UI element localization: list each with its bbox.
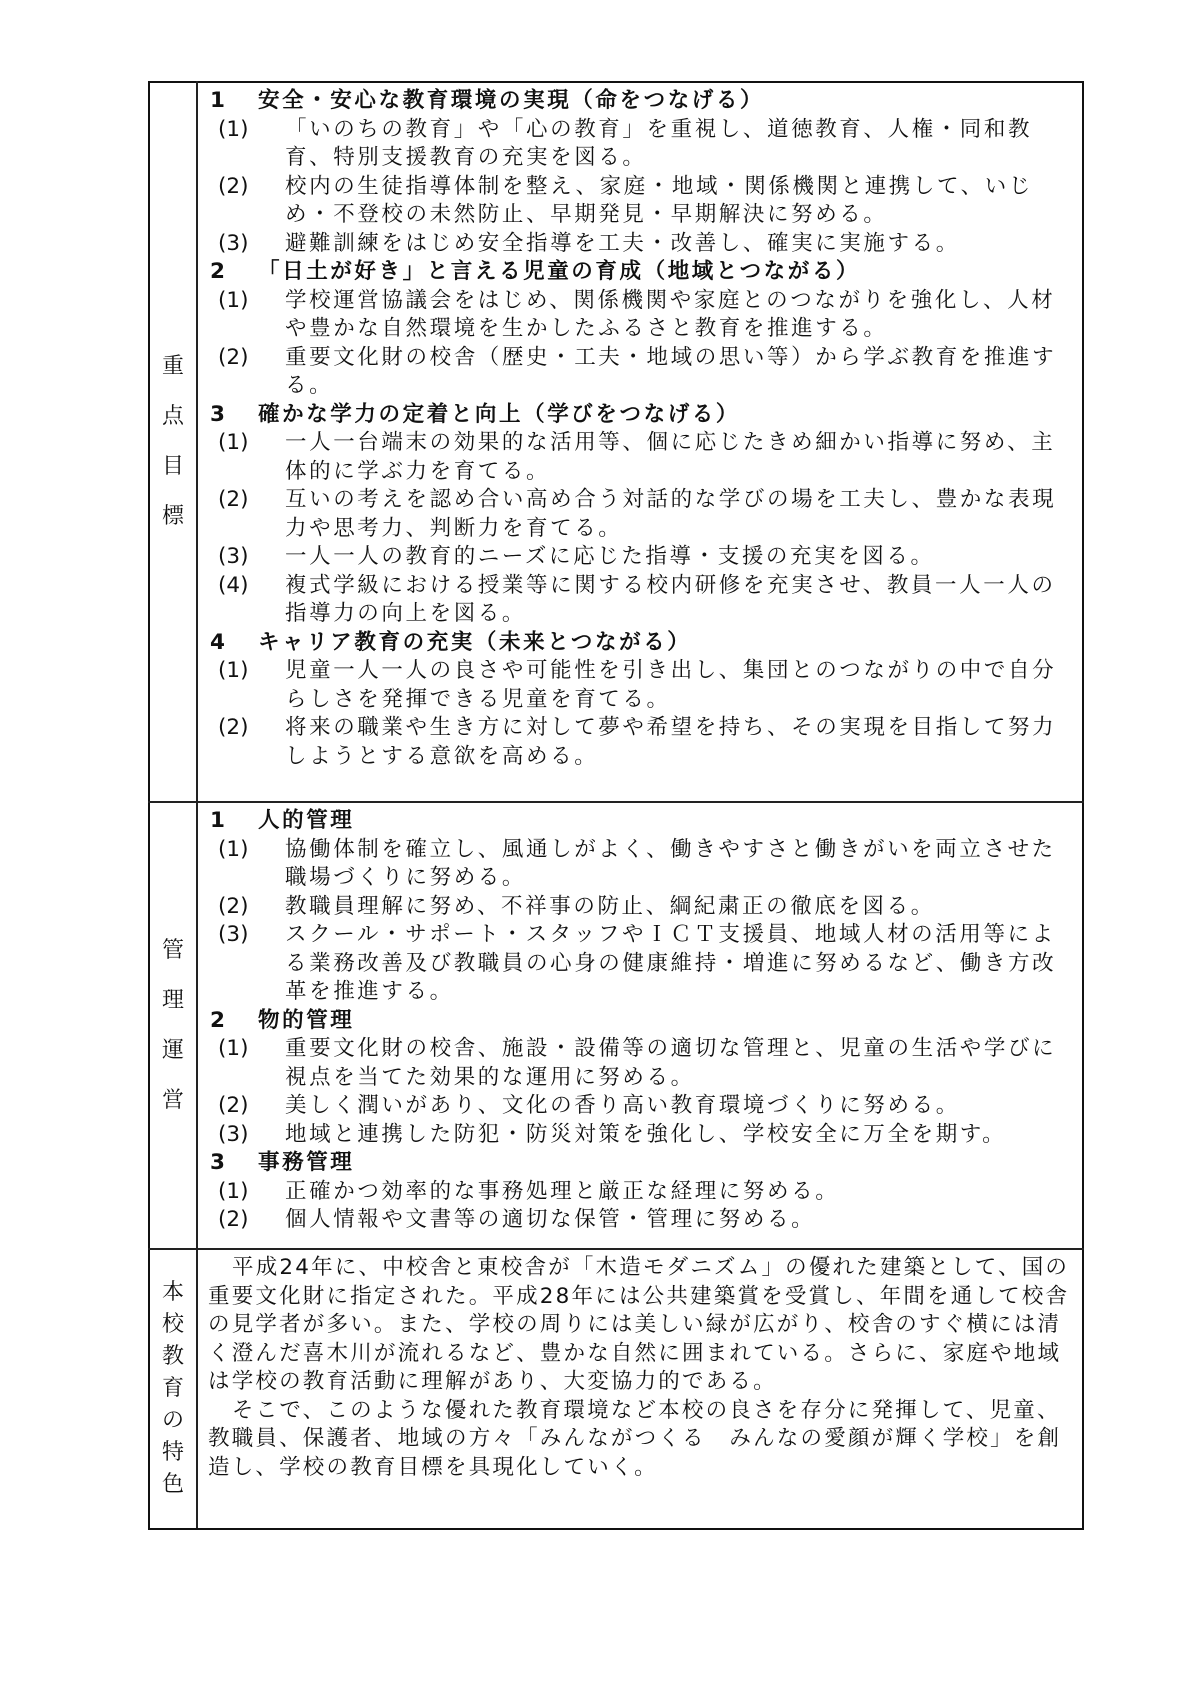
- item-text: 重要文化財の校舎（歴史・工夫・地域の思い等）から学ぶ教育を推進する。: [285, 344, 1057, 398]
- item-number: (2): [218, 344, 249, 370]
- item-text: 重要文化財の校舎、施設・設備等の適切な管理と、児童の生活や学びに視点を当てた効果的な運用に努める。: [285, 1036, 1057, 1090]
- label-char: 本: [161, 1280, 184, 1305]
- label-char: 重: [161, 354, 184, 379]
- section-label-cell: [149, 82, 197, 802]
- group-title: 物的管理: [258, 1007, 355, 1033]
- list-item: [208, 486, 1074, 543]
- group-number: 1: [210, 808, 228, 833]
- feature-paragraph: 平成24年に、中校舎と東校舎が「木造モダニズム」の優れた建築として、国の重要文化財に指定された。平成28年には公共建築賞を受賞し、年間を通して校舎の見学者が多い。また、学校の周りには美しい緑が広がり、校舎のすぐ横には清く澄んだ喜木川が流れるなど、豊かな自然に囲まれている。さらに、家庭や地域は学校の教育活動に理解があり、大変協力的である。: [208, 1255, 1070, 1394]
- label-char: 育: [161, 1376, 184, 1401]
- group-heading: [208, 401, 1074, 430]
- list-item: [208, 1121, 1074, 1150]
- label-char: 校: [161, 1312, 184, 1337]
- list-item: [208, 287, 1074, 344]
- section-content: [197, 802, 1083, 1249]
- item-number: (1): [218, 287, 249, 313]
- section-priority-goals: [149, 82, 1083, 802]
- list-item: [208, 429, 1074, 486]
- label-char: 標: [161, 504, 184, 529]
- item-text: 一人一台端末の効果的な活用等、個に応じたきめ細かい指導に努め、主体的に学ぶ力を育てる。: [285, 430, 1056, 484]
- item-number: (1): [218, 430, 249, 455]
- group-title: 安全・安心な教育環境の実現（命をつなげる）: [258, 88, 765, 113]
- group-heading: [208, 87, 1074, 116]
- list-item: [208, 893, 1074, 922]
- item-number: (1): [218, 116, 249, 142]
- list-item: [208, 714, 1074, 771]
- section-management: [149, 802, 1083, 1249]
- section-label: [150, 1277, 196, 1501]
- section-label: [150, 926, 196, 1126]
- section-label-cell: [149, 802, 197, 1249]
- item-number: (2): [218, 1207, 249, 1232]
- item-number: (2): [218, 893, 249, 919]
- item-number: (1): [218, 836, 249, 862]
- group-number: 2: [210, 1007, 228, 1033]
- item-number: (3): [218, 922, 249, 947]
- group-title: キャリア教育の充実（未来とつながる）: [258, 629, 692, 655]
- list-item: [208, 1035, 1074, 1092]
- group-number: 4: [210, 629, 228, 655]
- label-char: 教: [161, 1344, 184, 1369]
- list-item: [208, 344, 1074, 401]
- item-text: 美しく潤いがあり、文化の香り高い教育環境づくりに努める。: [285, 1093, 960, 1118]
- item-text: 学校運営協議会をはじめ、関係機関や家庭とのつながりを強化し、人材や豊かな自然環境を生かしたふるさと教育を推進する。: [285, 287, 1056, 341]
- label-char: 運: [161, 1037, 184, 1063]
- item-text: 「いのちの教育」や「心の教育」を重視し、道徳教育、人権・同和教育、特別支援教育の充実を図る。: [285, 116, 1033, 170]
- section-school-features: [149, 1249, 1083, 1529]
- item-text: 地域と連携した防犯・防災対策を強化し、学校安全に万全を期す。: [285, 1121, 1007, 1147]
- section-content: [197, 82, 1083, 802]
- item-text: 将来の職業や生き方に対して夢や希望を持ち、その実現を目指して努力しようとする意欲を高める。: [285, 715, 1057, 769]
- education-plan-table: [148, 81, 1084, 1530]
- section-label-cell: [149, 1249, 197, 1529]
- label-char: 管: [161, 937, 184, 963]
- list-item: [208, 572, 1074, 629]
- item-number: (3): [218, 1121, 249, 1147]
- item-text: 児童一人一人の良さや可能性を引き出し、集団とのつながりの中で自分らしさを発揮できる児童を育てる。: [285, 658, 1057, 712]
- item-text: 校内の生徒指導体制を整え、家庭・地域・関係機関と連携して、いじめ・不登校の未然防止、早期発見・早期解決に努める。: [285, 173, 1033, 227]
- item-text: 正確かつ効率的な事務処理と厳正な経理に努める。: [285, 1178, 840, 1204]
- item-number: (2): [218, 487, 249, 512]
- section-content: [197, 1249, 1083, 1529]
- item-number: (2): [218, 1093, 249, 1118]
- list-item: [208, 173, 1074, 230]
- group-title: 事務管理: [258, 1150, 355, 1175]
- label-char: 営: [161, 1087, 184, 1113]
- group-number: 2: [210, 259, 228, 284]
- group-number: 3: [210, 1150, 228, 1175]
- list-item: [208, 921, 1074, 1007]
- item-number: (2): [218, 173, 249, 199]
- section-label: [150, 342, 196, 542]
- label-char: の: [161, 1408, 184, 1433]
- item-text: 互いの考えを認め合い高め合う対話的な学びの場を工夫し、豊かな表現力や思考力、判断力を育てる。: [285, 487, 1057, 541]
- item-text: 一人一人の教育的ニーズに応じた指導・支援の充実を図る。: [285, 544, 935, 569]
- group-heading: [208, 1149, 1074, 1178]
- label-char: 目: [161, 454, 184, 479]
- item-number: (1): [218, 658, 249, 683]
- list-item: [208, 1178, 1074, 1207]
- list-item: [208, 1092, 1074, 1121]
- list-item: [208, 230, 1074, 259]
- group-title: 確かな学力の定着と向上（学びをつなげる）: [258, 401, 741, 427]
- list-item: [208, 116, 1074, 173]
- list-item: [208, 836, 1074, 893]
- group-heading: [208, 629, 1074, 658]
- group-heading: [208, 807, 1074, 836]
- label-char: 特: [161, 1440, 184, 1465]
- feature-paragraph: そこで、このような優れた教育環境など本校の良さを存分に発揮して、児童、教職員、保護者、地域の方々「みんながつくる みんなの愛顔が輝く学校」を創造し、学校の教育目標を具現化していく。: [208, 1397, 1062, 1480]
- item-text: 避難訓練をはじめ安全指導を工夫・改善し、確実に実施する。: [285, 230, 960, 256]
- item-number: (1): [218, 1178, 249, 1204]
- item-text: 協働体制を確立し、風通しがよく、働きやすさと働きがいを両立させた職場づくりに努める。: [285, 836, 1056, 890]
- item-text: 教職員理解に努め、不祥事の防止、綱紀粛正の徹底を図る。: [285, 893, 935, 919]
- item-text: スクール・サポート・スタッフやＩＣＴ支援員、地域人材の活用等による業務改善及び教職員の心身の健康維持・増進に努めるなど、働き方改革を推進する。: [285, 922, 1057, 1004]
- group-title: 人的管理: [258, 808, 355, 833]
- label-char: 理: [161, 987, 184, 1013]
- group-number: 3: [210, 401, 228, 427]
- list-item: [208, 543, 1074, 572]
- group-title: 「日土が好き」と言える児童の育成（地域とつながる）: [258, 259, 861, 284]
- group-heading: [208, 1007, 1074, 1036]
- item-number: (3): [218, 544, 249, 569]
- item-number: (2): [218, 715, 249, 740]
- list-item: [208, 657, 1074, 714]
- item-number: (1): [218, 1036, 249, 1061]
- item-number: (3): [218, 230, 249, 256]
- item-text: 複式学級における授業等に関する校内研修を充実させ、教員一人一人の指導力の向上を図る。: [285, 572, 1056, 626]
- label-char: 色: [161, 1472, 184, 1497]
- list-item: [208, 1206, 1074, 1235]
- item-text: 個人情報や文書等の適切な保管・管理に努める。: [285, 1207, 816, 1232]
- item-number: (4): [218, 572, 249, 598]
- group-number: 1: [210, 88, 228, 113]
- label-char: 点: [161, 404, 184, 429]
- group-heading: [208, 258, 1074, 287]
